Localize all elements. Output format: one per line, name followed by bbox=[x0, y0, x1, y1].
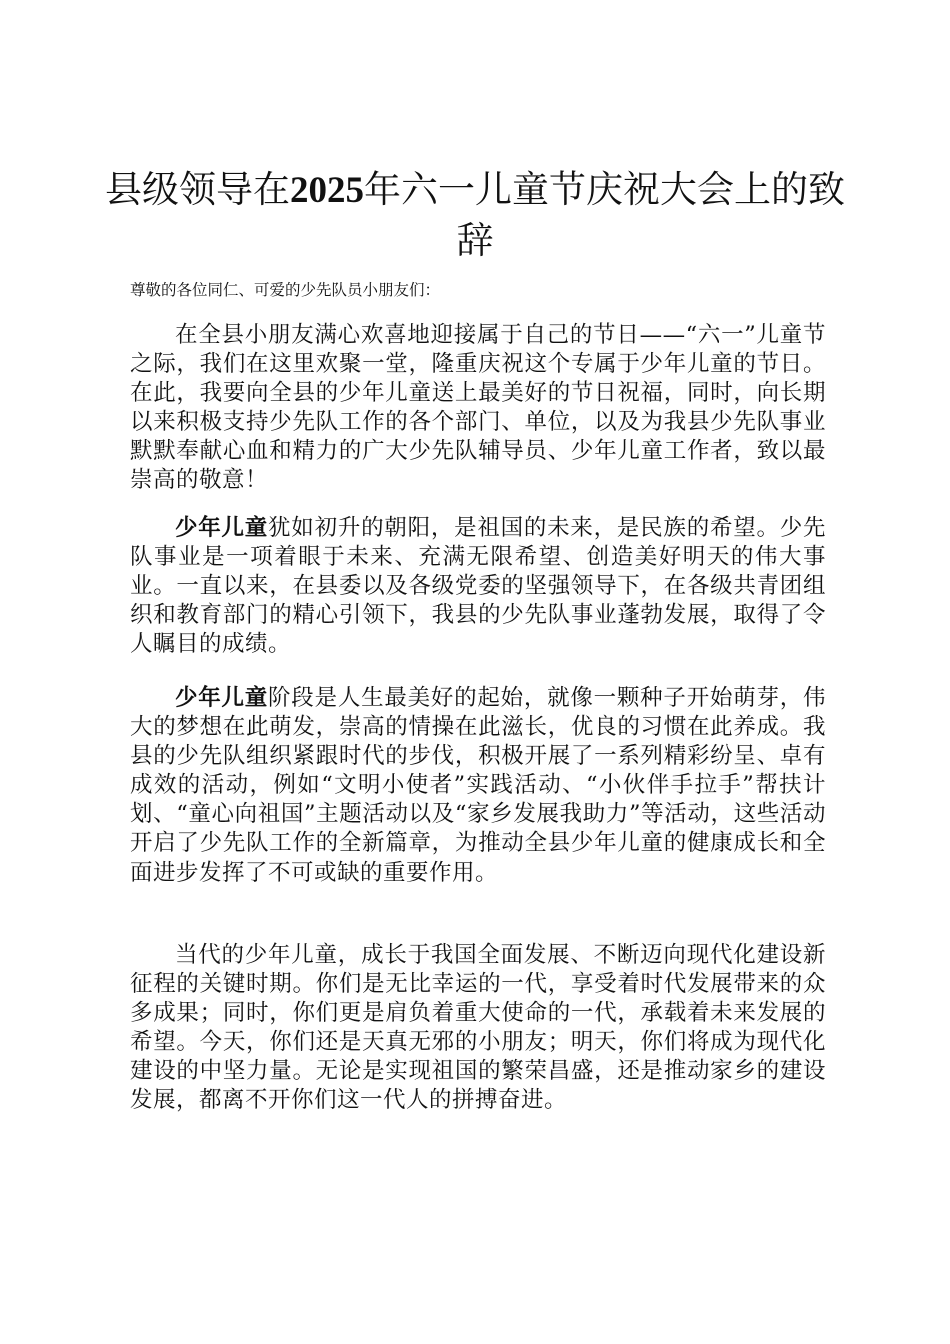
paragraph-3 bbox=[130, 684, 826, 888]
paragraph-2 bbox=[130, 514, 826, 659]
paragraph-2-lead: 少年儿童 bbox=[175, 515, 269, 541]
paragraph-4-text: 当代的少年儿童，成长于我国全面发展、不断迈向现代化建设新征程的关键时期。你们是无比幸运的一代，享受着时代发展带来的众多成果；同时，你们更是肩负着重大使命的一代，承载着未来发展的希望。今天，你们还是天真无邪的小朋友；明天，你们将成为现代化建设的中坚力量。无论是实现祖国的繁荣昌盛，还是推动家乡的建设发展，都离不开你们这一代人的拼搏奋进。 bbox=[130, 942, 826, 1114]
paragraph-1 bbox=[130, 321, 826, 496]
paragraph-1-text: 在全县小朋友满心欢喜地迎接属于自己的节日——“六一”儿童节之际，我们在这里欢聚一堂，隆重庆祝这个专属于少年儿童的节日。在此，我要向全县的少年儿童送上最美好的节日祝福，同时，向长期以来积极支持少先队工作的各个部门、单位，以及为我县少先队事业默默奉献心血和精力的广大少先队辅导员、少年儿童工作者，致以最崇高的敬意！ bbox=[130, 322, 826, 494]
document-title bbox=[100, 165, 850, 266]
paragraph-4 bbox=[130, 941, 826, 1116]
salutation: 尊敬的各位同仁、可爱的少先队员小朋友们： bbox=[130, 281, 441, 299]
paragraph-2-text: 犹如初升的朝阳，是祖国的未来，是民族的希望。少先队事业是一项着眼于未来、充满无限希望、创造美好明天的伟大事业。一直以来，在县委以及各级党委的坚强领导下，在各级共青团组织和教育部门的精心引领下，我县的少先队事业蓬勃发展，取得了令人瞩目的成绩。 bbox=[130, 515, 826, 658]
title-year: 2025 bbox=[290, 170, 364, 211]
title-part-2: 年六一儿童节庆祝大会上的致辞 bbox=[364, 168, 845, 262]
paragraph-3-lead: 少年儿童 bbox=[175, 685, 269, 711]
paragraph-3-text: 阶段是人生最美好的起始，就像一颗种子开始萌芽，伟大的梦想在此萌发，崇高的情操在此滋长，优良的习惯在此养成。我县的少先队组织紧跟时代的步伐，积极开展了一系列精彩纷呈、卓有成效的活动，例如“文明小使者”实践活动、“小伙伴手拉手”帮扶计划、“童心向祖国”主题活动以及“家乡发展我助力”等活动，这些活动开启了少先队工作的全新篇章，为推动全县少年儿童的健康成长和全面进步发挥了不可或缺的重要作用。 bbox=[130, 685, 826, 886]
title-part-1: 县级领导在 bbox=[105, 168, 290, 211]
